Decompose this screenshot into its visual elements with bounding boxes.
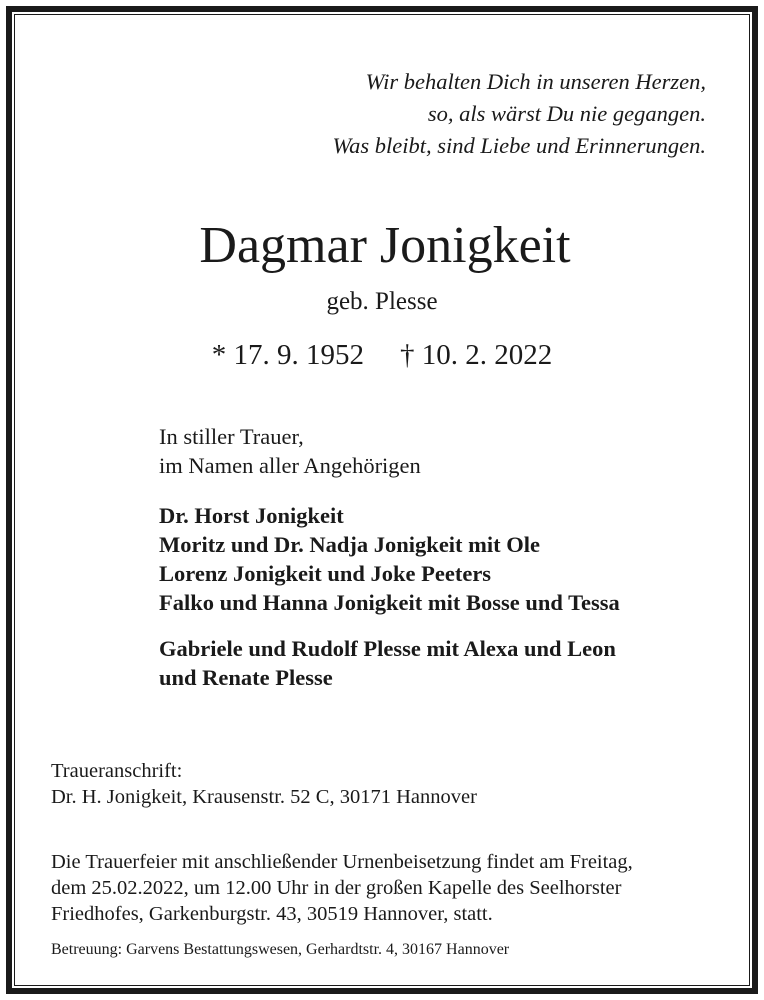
family-member: Lorenz Jonigkeit und Joke Peeters [159,561,492,586]
address-label: Traueranschrift: [51,760,183,782]
poem-line: Wir behalten Dich in unseren Herzen, [365,69,706,94]
funeral-home-credit: Betreuung: Garvens Bestattungswesen, Gerhardtstr. 4, 30167 Hannover [51,941,510,958]
funeral-line: dem 25.02.2022, um 12.00 Uhr in der großen Kapelle des Seelhorster [51,877,622,899]
family-member: Gabriele und Rudolf Plesse mit Alexa und Leon [159,636,616,661]
birth-date: * 17. 9. 1952 [211,339,364,371]
family-member: Falko und Hanna Jonigkeit mit Bosse und Tessa [159,590,620,615]
poem-line: so, als wärst Du nie gegangen. [427,101,706,126]
family-group-jonigkeit [159,501,620,617]
death-date: † 10. 2. 2022 [400,339,553,371]
deceased-name: Dagmar Jonigkeit [199,217,571,274]
family-member: Moritz und Dr. Nadja Jonigkeit mit Ole [159,532,541,557]
address-value: Dr. H. Jonigkeit, Krausenstr. 52 C, 30171 Hannover [51,786,477,808]
maiden-name: geb. Plesse [326,288,438,315]
family-member: und Renate Plesse [159,665,333,690]
family-group-plesse [159,634,616,692]
memorial-poem [186,66,706,162]
family-member: Dr. Horst Jonigkeit [159,503,344,528]
poem-line: Was bleibt, sind Liebe und Erinnerungen. [332,133,706,158]
mourning-statement [159,422,421,480]
funeral-line: Friedhofes, Garkenburgstr. 43, 30519 Hannover, statt. [51,903,493,925]
mourning-address [51,758,477,810]
funeral-line: Die Trauerfeier mit anschließender Urnenbeisetzung findet am Freitag, [51,851,633,873]
mourning-line: In stiller Trauer, [159,424,304,449]
funeral-notice [51,849,633,927]
mourning-line: im Namen aller Angehörigen [159,453,421,478]
life-dates [0,337,764,373]
